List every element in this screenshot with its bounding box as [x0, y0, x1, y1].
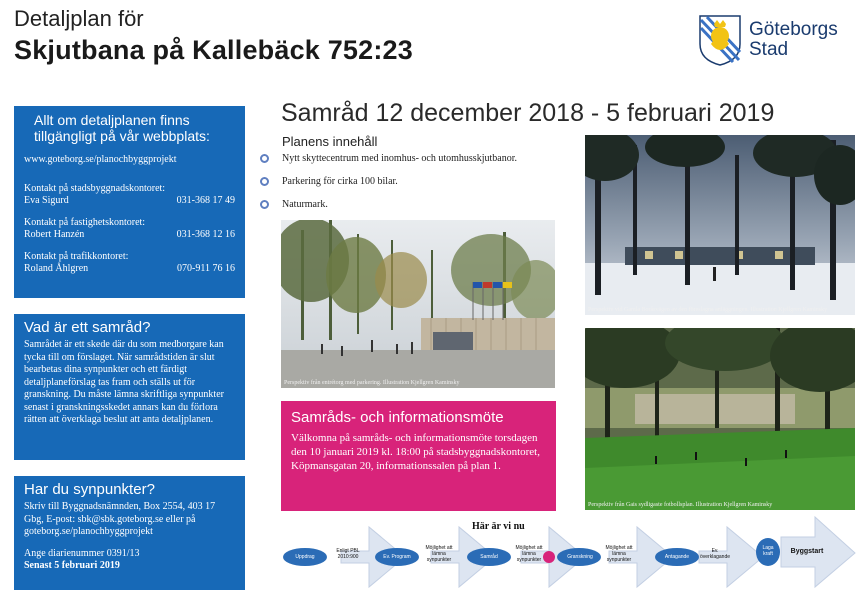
photo-caption: Perspektiv från entrétorg med parkering. Illustration Kjellgren Kaminsky	[284, 380, 460, 386]
contact-label: Kontakt på stadsbyggnadskontoret:	[24, 182, 166, 194]
photo-entrance-plaza	[281, 220, 555, 388]
content-heading: Planens innehåll	[282, 134, 378, 149]
contact-name: Eva Sigurd	[24, 195, 69, 206]
photo-football-field	[585, 328, 855, 510]
contact-trafik	[24, 251, 235, 276]
contact-phone: 070-911 76 16	[177, 263, 235, 274]
photo-caption: Perspektiv vid Gamla Boråsvägen av den föreslagna anläggningen. Illustration Kjellgren Kaminsky	[588, 307, 828, 313]
here-we-are-label: Här är vi nu	[472, 521, 525, 532]
step-synpunkter-1: Möjlighet att lämna synpunkter	[425, 545, 453, 563]
diarie-number: Ange diarienummer 0391/13	[24, 547, 140, 559]
list-item: Parkering för cirka 100 bilar.	[260, 176, 580, 188]
list-item: Naturmark.	[260, 199, 580, 211]
step-granskning: Granskning	[567, 554, 593, 560]
step-overklagande: Ev. överklagande	[699, 548, 731, 560]
step-antagande: Antagande	[664, 554, 690, 560]
lion-shield-icon	[697, 14, 743, 66]
synpunkter-text: Skriv till Byggnadsnämnden, Box 2554, 403 17 Gbg, E-post: sbk@sbk.goteborg.se eller på goteborg.se/planochbyggprojekt	[24, 501, 216, 537]
bullet-icon	[260, 200, 269, 209]
step-pbl: Enligt PBL 2010:900	[336, 548, 360, 560]
contact-phone: 031-368 17 49	[176, 195, 235, 206]
step-program: Ev. Program	[383, 554, 411, 560]
step-synpunkter-2: Möjlighet att lämna synpunkter	[515, 545, 543, 563]
samrad-text: Samrådet är ett skede där du som medborgare kan tycka till om förslaget. När samrådstiden är slut bearbetas dina synpunkter och ett färdigt detaljplaneförslag tas fram och ställs ut för granskning. Du måste lämna skriftliga synpunkter senast i granskningsskedet annars kan du förlora rätten att överklaga beslut att anta detaljplanen.	[24, 339, 224, 425]
meeting-text: Välkomna på samråds- och informationsmöte torsdagen den 10 januari 2019 kl. 18:00 på stadsbyggnadskontoret, Köpmansgatan 20, informationssalen på plan 1.	[291, 432, 540, 472]
logo-text-line2: Stad	[749, 39, 789, 60]
content-list	[260, 153, 580, 222]
info-heading: Allt om detaljplanen finns tillgängligt på vår webbplats:	[34, 112, 210, 144]
contact-name: Roland Åhlgren	[24, 263, 89, 274]
meeting-heading: Samråds- och informationsmöte	[291, 409, 504, 426]
meeting-box	[281, 401, 556, 511]
contact-name: Robert Hanzén	[24, 229, 85, 240]
step-uppdrag: Uppdrag	[295, 554, 315, 560]
step-byggstart: Byggstart	[790, 548, 824, 555]
contact-phone: 031-368 12 16	[176, 229, 235, 240]
page-title: Skjutbana på Kallebäck 752:23	[14, 35, 413, 65]
consultation-title: Samråd 12 december 2018 - 5 februari 2019	[281, 99, 775, 127]
synpunkter-box	[14, 476, 245, 590]
samrad-box	[14, 314, 245, 460]
bullet-icon	[260, 154, 269, 163]
deadline: Senast 5 februari 2019	[24, 560, 120, 571]
info-box	[14, 106, 245, 298]
step-synpunkter-3: Möjlighet att lämna synpunkter	[605, 545, 633, 563]
contact-label: Kontakt på trafikkontoret:	[24, 250, 129, 262]
website-link[interactable]: www.goteborg.se/planochbyggprojekt	[24, 154, 177, 165]
photo-winter-forest	[585, 135, 855, 315]
samrad-heading: Vad är ett samråd?	[24, 319, 151, 336]
contact-stadsbyggnad	[24, 183, 235, 208]
step-samrad: Samråd	[480, 554, 498, 560]
contact-label: Kontakt på fastighetskontoret:	[24, 216, 146, 228]
contact-fastighet	[24, 217, 235, 242]
header-subtitle: Detaljplan för	[14, 6, 144, 31]
step-laga-kraft: Laga kraft	[762, 545, 774, 557]
photo-caption: Perspektiv från Gais sydligaste fotbollsplan. Illustration Kjellgren Kaminsky	[588, 502, 773, 508]
list-item: Nytt skyttecentrum med inomhus- och utomhusskjutbanor.	[260, 153, 580, 165]
goteborgs-stad-logo[interactable]	[697, 14, 857, 70]
logo-text-line1: Göteborgs	[749, 19, 838, 40]
bullet-icon	[260, 177, 269, 186]
synpunkter-heading: Har du synpunkter?	[24, 481, 155, 498]
